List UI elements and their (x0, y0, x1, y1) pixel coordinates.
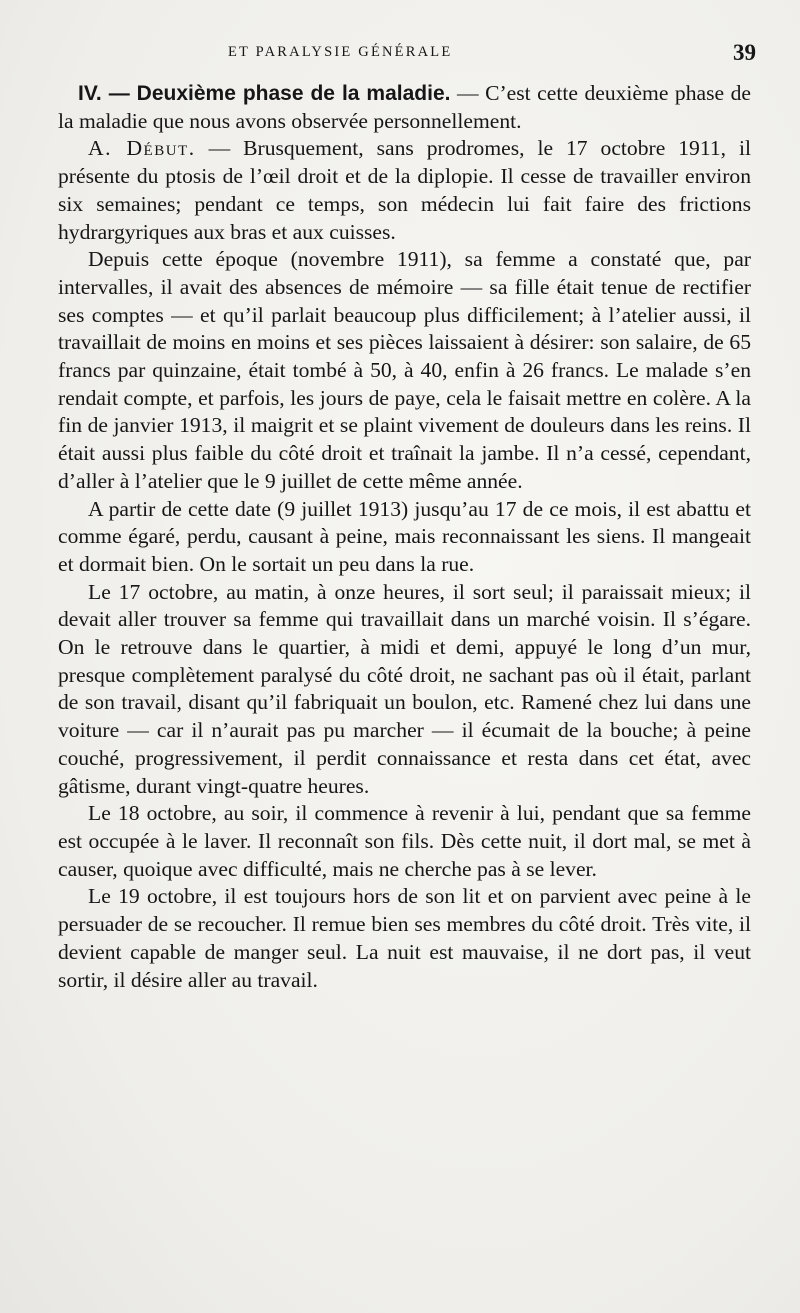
section-intro-paragraph (58, 80, 751, 135)
page-number: 39 (733, 40, 756, 65)
running-head: ET PARALYSIE GÉNÉRALE (228, 44, 453, 60)
paragraph-5: Le 18 octobre, au soir, il commence à revenir à lui, pendant que sa femme est occupée à le laver. Il reconnaît son fils. Dès cette nuit, il dort mal, se met à causer, quoique avec difficulté, mais ne cherche pas à se lever. (58, 801, 751, 881)
section-heading: IV. — Deuxième phase de la maladie. (78, 82, 451, 105)
paragraph-4: Le 17 octobre, au matin, à onze heures, il sort seul; il paraissait mieux; il devait aller trouver sa femme qui travaillait dans un marché voisin. Il s’égare. On le retrouve dans le quartier, à midi et demi, appuyé le long d’un mur, presque complètement paralysé du côté droit, ne sachant pas où il était, parlant de son travail, disant qu’il fabriquait un boulon, etc. Ramené chez lui dans une voiture — car il n’aurait pas pu marcher — il écumait de la bouche; à peine couché, progressivement, il perdit connaissance et resta dans cet état, avec gâtisme, durant vingt-quatre heures. (58, 579, 751, 798)
paragraph-debut-text: — Brusquement, sans prodromes, le 17 octobre 1911, il présente du ptosis de l’œil droit et de la diplopie. Il cesse de travailler environ six semaines; pendant ce temps, son médecin lui fait faire des frictions hydrargyriques aux bras et aux cuisses. (58, 136, 751, 244)
paragraph-6: Le 19 octobre, il est toujours hors de son lit et on parvient avec peine à le persuader de se recoucher. Il remue bien ses membres du côté droit. Très vite, il devient capable de manger seul. La nuit est mauvaise, il ne dort pas, il veut sortir, il désire aller au travail. (58, 884, 751, 992)
page-header (0, 40, 800, 70)
paragraph-3: A partir de cette date (9 juillet 1913) jusqu’au 17 de ce mois, il est abattu et comme égaré, perdu, causant à peine, mais reconnaissant les siens. Il mangeait et dormait bien. On le sortait un peu dans la rue. (58, 496, 751, 576)
page-body (58, 80, 751, 994)
paragraph-debut (58, 135, 751, 246)
paragraph-2: Depuis cette époque (novembre 1911), sa femme a constaté que, par intervalles, il avait des absences de mémoire — sa fille était tenue de rectifier ses comptes — et qu’il parlait beaucoup plus difficilement; à l’atelier aussi, il travaillait de moins en moins et ses pièces laissaient à désirer: son salaire, de 65 francs par quinzaine, était tombé à 50, à 40, enfin à 26 francs. Le malade s’en rendait compte, et parfois, les jours de paye, cela le faisait mettre en colère. A la fin de janvier 1913, il maigrit et se plaint vivement de douleurs dans les reins. Il était aussi plus faible du côté droit et traînait la jambe. Il n’a cessé, cependant, d’aller à l’atelier que le 9 juillet de cette même année. (58, 247, 751, 493)
subsection-label: A. Début. (88, 136, 196, 161)
section-intro-text: — C’est cette deuxième phase de la maladie que nous avons observée personnellement. (58, 81, 751, 133)
